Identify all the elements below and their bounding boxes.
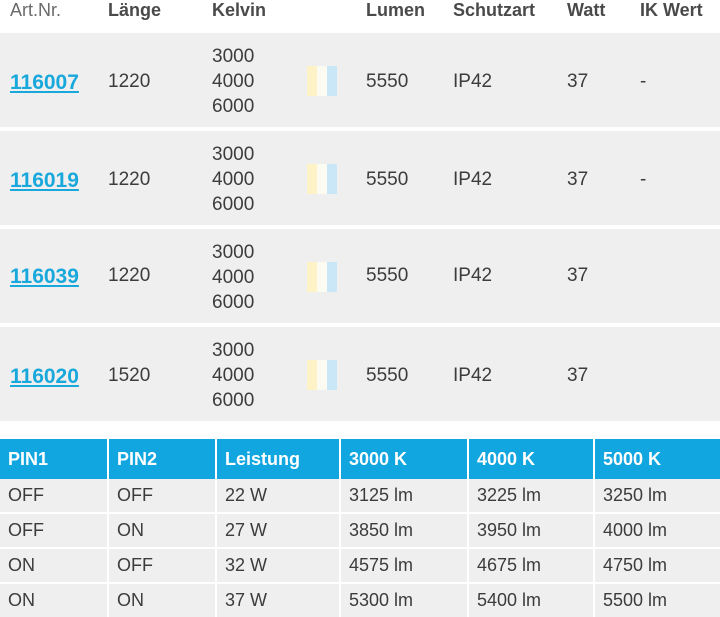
- color-temperature-swatch: [307, 164, 337, 194]
- color-temperature-swatch: [307, 360, 337, 390]
- pin2-cell: OFF: [108, 479, 216, 513]
- artnr-link[interactable]: 116020: [10, 365, 79, 388]
- kelvin-value: 4000: [212, 267, 255, 288]
- color-temperature-swatch: [307, 262, 337, 292]
- product-table-header: [0, 0, 720, 30]
- table-row: [0, 583, 720, 617]
- swatch-cool: [327, 66, 337, 96]
- watt-cell: 37: [567, 71, 589, 92]
- pin1-cell: OFF: [0, 479, 108, 513]
- schutzart-cell: IP42: [453, 265, 493, 286]
- kelvin-value: 3000: [212, 340, 255, 361]
- swatch-cool: [327, 262, 337, 292]
- header-laenge: Länge: [108, 0, 162, 20]
- ik-wert-cell: -: [640, 71, 647, 92]
- lumen-4000k-cell: 4675 lm: [468, 548, 594, 583]
- pin1-cell: ON: [0, 548, 108, 583]
- header-watt: Watt: [567, 0, 606, 20]
- header-pin1: PIN1: [0, 439, 108, 479]
- lumen-3000k-cell: 3125 lm: [340, 479, 468, 513]
- watt-cell: 37: [567, 265, 589, 286]
- schutzart-cell: IP42: [453, 169, 493, 190]
- header-lumen: Lumen: [366, 0, 426, 20]
- swatch-neutral: [317, 66, 327, 96]
- header-artnr: Art.Nr.: [10, 0, 62, 20]
- header-4000k: 4000 K: [468, 439, 594, 479]
- swatch-neutral: [317, 164, 327, 194]
- table-row: [0, 513, 720, 548]
- swatch-neutral: [317, 262, 327, 292]
- schutzart-cell: IP42: [453, 365, 493, 386]
- kelvin-values: [212, 338, 254, 413]
- leistung-cell: 32 W: [216, 548, 340, 583]
- header-kelvin: Kelvin: [212, 0, 267, 20]
- artnr-link[interactable]: 116007: [10, 71, 79, 94]
- table-row: [0, 548, 720, 583]
- pin1-cell: OFF: [0, 513, 108, 548]
- leistung-cell: 22 W: [216, 479, 340, 513]
- lumen-5000k-cell: 3250 lm: [594, 479, 720, 513]
- kelvin-value: 6000: [212, 390, 255, 411]
- laenge-cell: 1220: [108, 71, 151, 92]
- header-3000k: 3000 K: [340, 439, 468, 479]
- header-leistung: Leistung: [216, 439, 340, 479]
- pin2-cell: OFF: [108, 548, 216, 583]
- header-ik-wert: IK Wert: [640, 0, 703, 20]
- kelvin-value: 3000: [212, 242, 255, 263]
- lumen-3000k-cell: 5300 lm: [340, 583, 468, 617]
- laenge-cell: 1220: [108, 169, 151, 190]
- header-schutzart: Schutzart: [453, 0, 536, 20]
- swatch-warm: [307, 360, 317, 390]
- color-temperature-swatch: [307, 66, 337, 96]
- kelvin-value: 4000: [212, 365, 255, 386]
- watt-cell: 37: [567, 169, 589, 190]
- pin-power-table: [0, 439, 720, 617]
- lumen-cell: 5550: [366, 265, 409, 286]
- product-row: [0, 327, 720, 421]
- kelvin-values: [212, 44, 254, 119]
- pin-table-header-row: [0, 439, 720, 479]
- table-row: [0, 479, 720, 513]
- lumen-cell: 5550: [366, 365, 409, 386]
- swatch-warm: [307, 262, 317, 292]
- laenge-cell: 1220: [108, 265, 151, 286]
- product-row: [0, 131, 720, 225]
- pin1-cell: ON: [0, 583, 108, 617]
- lumen-5000k-cell: 5500 lm: [594, 583, 720, 617]
- kelvin-value: 4000: [212, 169, 255, 190]
- kelvin-values: [212, 142, 254, 217]
- kelvin-value: 6000: [212, 96, 255, 117]
- kelvin-value: 6000: [212, 292, 255, 313]
- lumen-cell: 5550: [366, 71, 409, 92]
- pin2-cell: ON: [108, 583, 216, 617]
- lumen-3000k-cell: 4575 lm: [340, 548, 468, 583]
- swatch-neutral: [317, 360, 327, 390]
- lumen-4000k-cell: 5400 lm: [468, 583, 594, 617]
- lumen-cell: 5550: [366, 169, 409, 190]
- artnr-link[interactable]: 116019: [10, 169, 79, 192]
- laenge-cell: 1520: [108, 365, 151, 386]
- swatch-cool: [327, 164, 337, 194]
- leistung-cell: 27 W: [216, 513, 340, 548]
- lumen-5000k-cell: 4750 lm: [594, 548, 720, 583]
- ik-wert-cell: -: [640, 169, 647, 190]
- product-row: [0, 33, 720, 127]
- kelvin-value: 3000: [212, 46, 255, 67]
- header-pin2: PIN2: [108, 439, 216, 479]
- leistung-cell: 37 W: [216, 583, 340, 617]
- kelvin-value: 4000: [212, 71, 255, 92]
- product-row: [0, 229, 720, 323]
- kelvin-value: 6000: [212, 194, 255, 215]
- schutzart-cell: IP42: [453, 71, 493, 92]
- swatch-warm: [307, 164, 317, 194]
- lumen-4000k-cell: 3950 lm: [468, 513, 594, 548]
- kelvin-value: 3000: [212, 144, 255, 165]
- kelvin-values: [212, 240, 254, 315]
- watt-cell: 37: [567, 365, 589, 386]
- swatch-warm: [307, 66, 317, 96]
- lumen-3000k-cell: 3850 lm: [340, 513, 468, 548]
- lumen-5000k-cell: 4000 lm: [594, 513, 720, 548]
- pin2-cell: ON: [108, 513, 216, 548]
- header-5000k: 5000 K: [594, 439, 720, 479]
- swatch-cool: [327, 360, 337, 390]
- lumen-4000k-cell: 3225 lm: [468, 479, 594, 513]
- artnr-link[interactable]: 116039: [10, 265, 79, 288]
